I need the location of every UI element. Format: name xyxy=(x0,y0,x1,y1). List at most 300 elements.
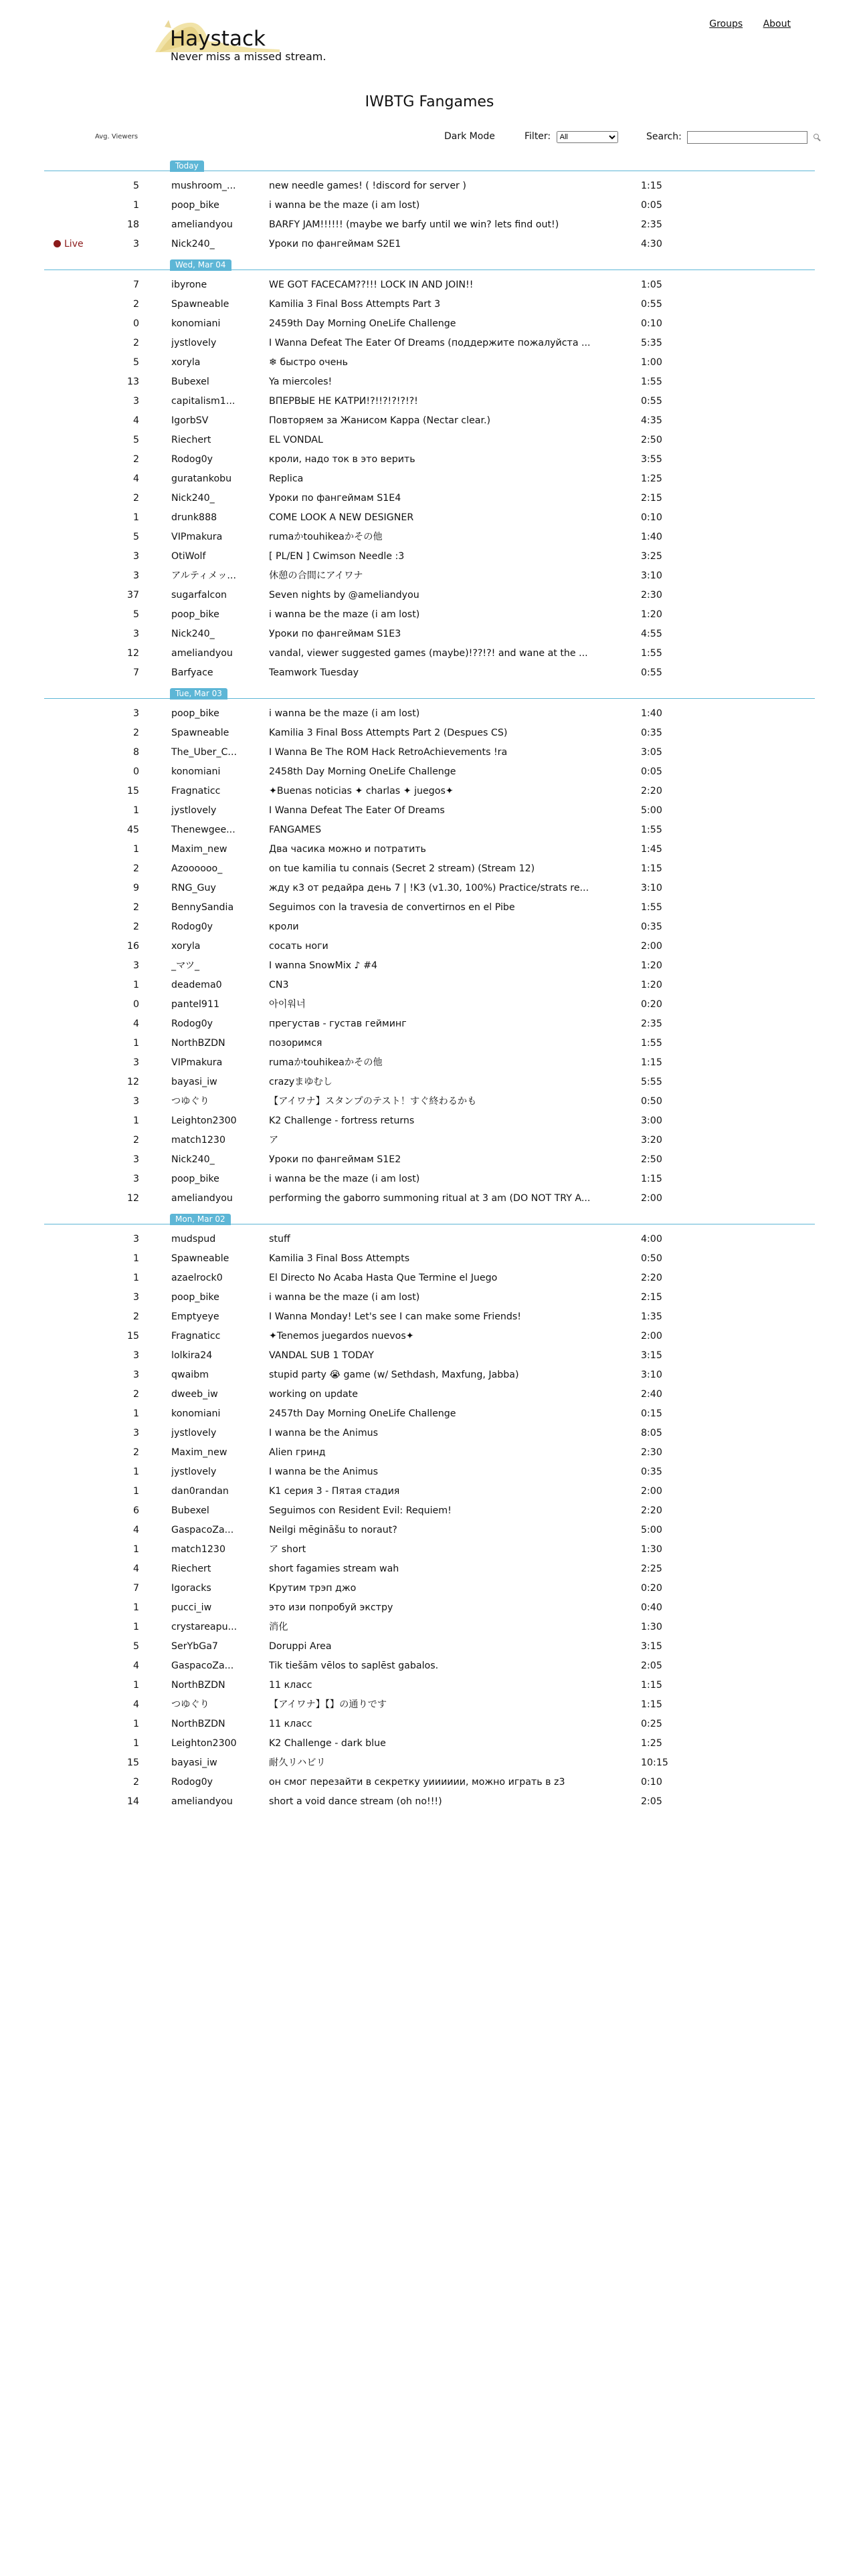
stream-title[interactable]: кроли, надо ток в это верить xyxy=(269,454,415,465)
stream-row[interactable] xyxy=(44,1288,815,1307)
stream-row[interactable] xyxy=(44,724,815,743)
stream-row[interactable] xyxy=(44,995,815,1014)
stream-row[interactable] xyxy=(44,372,815,392)
stream-title[interactable]: EL VONDAL xyxy=(269,435,323,445)
viewer-count: 1 xyxy=(132,512,139,523)
stream-row[interactable] xyxy=(44,1482,815,1501)
stream-row[interactable] xyxy=(44,235,815,254)
channel-name[interactable]: lolkira24 xyxy=(171,1350,213,1361)
channel-name[interactable]: dan0randan xyxy=(171,1486,229,1497)
channel-name[interactable]: Maxim_new xyxy=(171,1447,227,1458)
channel-name[interactable]: Riechert xyxy=(171,1564,211,1574)
channel-name[interactable]: VIPmakura xyxy=(171,1057,223,1068)
channel-name[interactable]: jystlovely xyxy=(171,805,217,816)
stream-row[interactable] xyxy=(44,295,815,314)
stream-title[interactable]: [ PL/EN ] Cwimson Needle :3 xyxy=(269,551,405,562)
channel-name[interactable]: konomiani xyxy=(171,766,221,777)
channel-name[interactable]: Nick240_ xyxy=(171,493,215,504)
site-logo[interactable] xyxy=(153,19,353,66)
stream-row[interactable] xyxy=(44,566,815,586)
channel-name[interactable]: match1230 xyxy=(171,1544,225,1555)
stream-title[interactable]: vandal, viewer suggested games (maybe)!??!?! and wane at the ... xyxy=(269,648,588,659)
viewer-count: 3 xyxy=(132,1234,139,1245)
stream-row[interactable] xyxy=(44,762,815,782)
stream-row[interactable] xyxy=(44,1753,815,1773)
stream-title[interactable]: Kamilia 3 Final Boss Attempts Part 3 xyxy=(269,299,441,310)
stream-duration: 1:15 xyxy=(641,1174,662,1184)
channel-name[interactable]: poop_bike xyxy=(171,708,219,719)
stream-title[interactable]: Kamilia 3 Final Boss Attempts Part 2 (Despues CS) xyxy=(269,728,508,738)
channel-name[interactable]: Bubexel xyxy=(171,1505,209,1516)
stream-row[interactable] xyxy=(44,879,815,898)
search-control xyxy=(646,131,819,144)
stream-title[interactable]: 아이워너 xyxy=(269,999,306,1010)
viewer-count: 3 xyxy=(132,396,139,407)
channel-name[interactable]: _マツ_ xyxy=(171,960,200,971)
channel-name[interactable]: アルティメッ... xyxy=(171,570,236,581)
search-input[interactable] xyxy=(687,131,807,144)
viewer-count: 3 xyxy=(132,629,139,639)
channel-name[interactable]: konomiani xyxy=(171,318,221,329)
channel-name[interactable]: Spawneable xyxy=(171,299,229,310)
avg-viewers-label: Avg. Viewers xyxy=(95,133,138,140)
stream-row[interactable] xyxy=(44,1443,815,1463)
viewer-count: 12 xyxy=(126,1077,139,1087)
stream-row[interactable] xyxy=(44,898,815,918)
stream-title[interactable]: rumaかtouhikeaかその他 xyxy=(269,1057,383,1068)
channel-name[interactable]: Fragnaticc xyxy=(171,1331,221,1341)
stream-row[interactable] xyxy=(44,859,815,879)
stream-row[interactable] xyxy=(44,215,815,235)
stream-title[interactable]: I Wanna Be The ROM Hack RetroAchievements !ra xyxy=(269,747,508,758)
stream-title[interactable]: Doruppi Area xyxy=(269,1641,332,1652)
stream-row[interactable] xyxy=(44,1269,815,1288)
channel-name[interactable]: Azoooooo_ xyxy=(171,863,223,874)
stream-title[interactable]: short a void dance stream (oh no!!!) xyxy=(269,1796,442,1807)
viewer-count: 5 xyxy=(132,357,139,368)
stream-duration: 1:20 xyxy=(641,980,662,990)
channel-name[interactable]: VIPmakura xyxy=(171,532,223,542)
stream-row[interactable] xyxy=(44,1598,815,1618)
search-label: Search: xyxy=(646,131,682,142)
channel-name[interactable]: Leighton2300 xyxy=(171,1115,237,1126)
channel-name[interactable]: Barfyace xyxy=(171,667,213,678)
stream-row[interactable] xyxy=(44,840,815,859)
stream-row[interactable] xyxy=(44,1150,815,1170)
stream-duration: 1:05 xyxy=(641,280,662,290)
channel-name[interactable]: Nick240_ xyxy=(171,239,215,249)
stream-row[interactable] xyxy=(44,663,815,683)
stream-title[interactable]: new needle games! ( !discord for server ) xyxy=(269,181,466,191)
viewer-count: 1 xyxy=(132,1408,139,1419)
viewer-count: 0 xyxy=(132,318,139,329)
viewer-count: 7 xyxy=(132,667,139,678)
stream-row[interactable] xyxy=(44,1230,815,1249)
stream-title[interactable]: 2457th Day Morning OneLife Challenge xyxy=(269,1408,456,1419)
stream-row[interactable] xyxy=(44,937,815,956)
stream-row[interactable] xyxy=(44,1189,815,1208)
stream-row[interactable] xyxy=(44,334,815,353)
channel-name[interactable]: Rodog0y xyxy=(171,454,213,465)
stream-row[interactable] xyxy=(44,450,815,469)
stream-title[interactable]: 【アイワナ】【】の通りです xyxy=(269,1699,387,1710)
nav-groups-link[interactable]: Groups xyxy=(709,19,743,29)
stream-row[interactable] xyxy=(44,547,815,566)
stream-row[interactable] xyxy=(44,1734,815,1753)
stream-row[interactable] xyxy=(44,528,815,547)
dark-mode-toggle[interactable]: Dark Mode xyxy=(444,131,495,142)
stream-title[interactable]: ВПЕРВЫЕ НЕ КАТРИ!?!!?!?!?!?! xyxy=(269,396,418,407)
stream-row[interactable] xyxy=(44,177,815,196)
stream-title[interactable]: i wanna be the maze (i am lost) xyxy=(269,708,420,719)
stream-title[interactable]: i wanna be the maze (i am lost) xyxy=(269,200,420,211)
stream-title[interactable]: позоримся xyxy=(269,1038,322,1049)
stream-title[interactable]: I Wanna Monday! Let's see I can make some Friends! xyxy=(269,1311,521,1322)
stream-row[interactable] xyxy=(44,1715,815,1734)
viewer-count: 1 xyxy=(132,1738,139,1749)
stream-title[interactable]: K2 Challenge - dark blue xyxy=(269,1738,386,1749)
viewer-count: 37 xyxy=(126,590,139,601)
stream-row[interactable] xyxy=(44,1327,815,1346)
channel-name[interactable]: mudspud xyxy=(171,1234,216,1245)
controls-bar xyxy=(0,131,859,147)
stream-title[interactable]: i wanna be the maze (i am lost) xyxy=(269,1174,420,1184)
channel-name[interactable]: poop_bike xyxy=(171,1174,219,1184)
stream-row[interactable] xyxy=(44,1346,815,1366)
channel-name[interactable]: mushroom_... xyxy=(171,181,236,191)
stream-row[interactable] xyxy=(44,1792,815,1812)
channel-name[interactable]: xoryla xyxy=(171,357,201,368)
viewer-count: 1 xyxy=(132,980,139,990)
stream-row[interactable] xyxy=(44,508,815,528)
stream-row[interactable] xyxy=(44,1637,815,1656)
stream-row[interactable] xyxy=(44,1501,815,1521)
channel-name[interactable]: SerYbGa7 xyxy=(171,1641,218,1652)
stream-title[interactable]: сосать ноги xyxy=(269,941,328,952)
stream-row[interactable] xyxy=(44,956,815,976)
stream-title[interactable]: ア short xyxy=(269,1544,306,1555)
channel-name[interactable]: Maxim_new xyxy=(171,844,227,855)
channel-name[interactable]: qwaibm xyxy=(171,1370,209,1380)
channel-name[interactable]: GaspacoZa... xyxy=(171,1660,234,1671)
stream-duration: 2:00 xyxy=(641,1193,662,1204)
channel-name[interactable]: Spawneable xyxy=(171,728,229,738)
channel-name[interactable]: deadema0 xyxy=(171,980,222,990)
stream-title[interactable]: Крутим трэп джо xyxy=(269,1583,357,1594)
stream-row[interactable] xyxy=(44,1385,815,1404)
search-icon[interactable] xyxy=(814,134,819,139)
channel-name[interactable]: sugarfalcon xyxy=(171,590,227,601)
stream-row[interactable] xyxy=(44,1656,815,1676)
stream-row[interactable] xyxy=(44,821,815,840)
stream-row[interactable] xyxy=(44,1618,815,1637)
channel-name[interactable]: Fragnaticc xyxy=(171,786,221,796)
stream-row[interactable] xyxy=(44,704,815,724)
stream-row[interactable] xyxy=(44,918,815,937)
stream-row[interactable] xyxy=(44,1773,815,1792)
stream-title[interactable]: BARFY JAM!!!!!! (maybe we barfy until we win? lets find out!) xyxy=(269,219,559,230)
stream-title[interactable]: K2 Challenge - fortress returns xyxy=(269,1115,415,1126)
stream-title[interactable]: K1 серия 3 - Пятая стадия xyxy=(269,1486,400,1497)
stream-title[interactable]: ア xyxy=(269,1135,279,1146)
channel-name[interactable]: capitalism1... xyxy=(171,396,235,407)
channel-name[interactable]: Nick240_ xyxy=(171,629,215,639)
stream-row[interactable] xyxy=(44,392,815,411)
viewer-count: 1 xyxy=(132,1486,139,1497)
stream-row[interactable] xyxy=(44,1560,815,1579)
channel-name[interactable]: つゆぐり xyxy=(171,1096,209,1107)
stream-title[interactable]: I Wanna Defeat The Eater Of Dreams xyxy=(269,805,445,816)
stream-row[interactable] xyxy=(44,1053,815,1073)
stream-title[interactable]: Ya miercoles! xyxy=(269,377,332,387)
stream-row[interactable] xyxy=(44,644,815,663)
viewer-count: 16 xyxy=(126,941,139,952)
viewer-count: 3 xyxy=(132,960,139,971)
stream-title[interactable]: short fagamies stream wah xyxy=(269,1564,399,1574)
stream-duration: 1:40 xyxy=(641,532,662,542)
channel-name[interactable]: OtiWolf xyxy=(171,551,206,562)
stream-row[interactable] xyxy=(44,1521,815,1540)
channel-name[interactable]: Thenewgee... xyxy=(171,825,235,835)
stream-row[interactable] xyxy=(44,1014,815,1034)
channel-name[interactable]: Rodog0y xyxy=(171,922,213,932)
stream-title[interactable]: El Directo No Acaba Hasta Que Termine el Juego xyxy=(269,1273,498,1283)
channel-name[interactable]: ibyrone xyxy=(171,280,207,290)
channel-name[interactable]: Leighton2300 xyxy=(171,1738,237,1749)
stream-title[interactable]: on tue kamilia tu connais (Secret 2 stream) (Stream 12) xyxy=(269,863,535,874)
stream-title[interactable]: 耐久リハビリ xyxy=(269,1757,326,1768)
stream-title[interactable]: i wanna be the maze (i am lost) xyxy=(269,1292,420,1303)
channel-name[interactable]: RNG_Guy xyxy=(171,883,216,893)
stream-title[interactable]: 【アイワナ】スタンプのテスト！すぐ終わるかも xyxy=(269,1096,477,1107)
stream-row[interactable] xyxy=(44,489,815,508)
stream-title[interactable]: crazyまゆむし xyxy=(269,1077,332,1087)
stream-title[interactable]: I wanna SnowMix ♪ #4 xyxy=(269,960,378,971)
channel-name[interactable]: xoryla xyxy=(171,941,201,952)
stream-title[interactable]: stuff xyxy=(269,1234,290,1245)
stream-title[interactable]: I wanna be the Animus xyxy=(269,1428,379,1438)
day-header xyxy=(44,687,815,699)
viewer-count: 0 xyxy=(132,999,139,1010)
stream-row[interactable] xyxy=(44,1034,815,1053)
stream-title[interactable]: I wanna be the Animus xyxy=(269,1467,379,1477)
channel-name[interactable]: poop_bike xyxy=(171,200,219,211)
channel-name[interactable]: dweeb_iw xyxy=(171,1389,218,1400)
viewer-count: 4 xyxy=(132,1564,139,1574)
stream-title[interactable]: FANGAMES xyxy=(269,825,322,835)
stream-title[interactable]: Уроки по фангеймам S2E1 xyxy=(269,239,401,249)
channel-name[interactable]: konomiani xyxy=(171,1408,221,1419)
channel-name[interactable]: bayasi_iw xyxy=(171,1077,217,1087)
stream-title[interactable]: он смог перезайти в секретку уииииии, можно играть в z3 xyxy=(269,1777,565,1788)
stream-title[interactable]: WE GOT FACECAM??!!! LOCK IN AND JOIN!! xyxy=(269,280,474,290)
stream-title[interactable]: performing the gaborro summoning ritual at 3 am (DO NOT TRY A... xyxy=(269,1193,591,1204)
channel-name[interactable]: NorthBZDN xyxy=(171,1038,225,1049)
channel-name[interactable]: bayasi_iw xyxy=(171,1757,217,1768)
stream-title[interactable]: i wanna be the maze (i am lost) xyxy=(269,609,420,620)
stream-title[interactable]: I Wanna Defeat The Eater Of Dreams (поддержите пожалуйста ... xyxy=(269,338,591,348)
channel-name[interactable]: IgorbSV xyxy=(171,415,209,426)
channel-name[interactable]: pantel911 xyxy=(171,999,220,1010)
channel-name[interactable]: ameliandyou xyxy=(171,1796,233,1807)
channel-name[interactable]: drunk888 xyxy=(171,512,217,523)
stream-row[interactable] xyxy=(44,1092,815,1111)
stream-duration: 1:55 xyxy=(641,648,662,659)
stream-title[interactable]: ✦Tenemos juegardos nuevos✦ xyxy=(269,1331,414,1341)
viewer-count: 2 xyxy=(132,902,139,913)
stream-row[interactable] xyxy=(44,1463,815,1482)
stream-row[interactable] xyxy=(44,1366,815,1385)
stream-title[interactable]: Seguimos con la travesia de convertirnos en el Pibe xyxy=(269,902,515,913)
stream-row[interactable] xyxy=(44,976,815,995)
stream-title[interactable]: COME LOOK A NEW DESIGNER xyxy=(269,512,414,523)
channel-name[interactable]: pucci_iw xyxy=(171,1602,212,1613)
stream-title[interactable]: Уроки по фангеймам S1E4 xyxy=(269,493,401,504)
stream-title[interactable]: 消化 xyxy=(269,1622,288,1632)
viewer-count: 3 xyxy=(132,1350,139,1361)
stream-title[interactable]: жду к3 от редайра день 7 | !K3 (v1.30, 100%) Practice/strats re... xyxy=(269,883,589,893)
viewer-count: 6 xyxy=(132,1505,139,1516)
channel-name[interactable]: Bubexel xyxy=(171,377,209,387)
stream-row[interactable] xyxy=(44,801,815,821)
stream-duration: 5:35 xyxy=(641,338,662,348)
stream-title[interactable]: rumaかtouhikeaかその他 xyxy=(269,532,383,542)
channel-name[interactable]: The_Uber_C... xyxy=(171,747,237,758)
stream-duration: 0:25 xyxy=(641,1719,662,1729)
stream-row[interactable] xyxy=(44,196,815,215)
stream-title[interactable]: Уроки по фангеймам S1E3 xyxy=(269,629,401,639)
stream-row[interactable] xyxy=(44,782,815,801)
stream-row[interactable] xyxy=(44,276,815,295)
stream-row[interactable] xyxy=(44,1170,815,1189)
stream-title[interactable]: кроли xyxy=(269,922,299,932)
stream-row[interactable] xyxy=(44,1676,815,1695)
stream-title[interactable]: VANDAL SUB 1 TODAY xyxy=(269,1350,374,1361)
channel-name[interactable]: ameliandyou xyxy=(171,648,233,659)
stream-row[interactable] xyxy=(44,1579,815,1598)
channel-name[interactable]: crystareapu... xyxy=(171,1622,237,1632)
channel-name[interactable]: GaspacoZa... xyxy=(171,1525,234,1535)
stream-row[interactable] xyxy=(44,1111,815,1131)
stream-title[interactable]: 11 класс xyxy=(269,1680,312,1691)
stream-duration: 0:55 xyxy=(641,299,662,310)
stream-row[interactable] xyxy=(44,586,815,605)
channel-name[interactable]: ameliandyou xyxy=(171,219,233,230)
stream-title[interactable]: CN3 xyxy=(269,980,289,990)
stream-row[interactable] xyxy=(44,1540,815,1560)
stream-title[interactable]: 2459th Day Morning OneLife Challenge xyxy=(269,318,456,329)
viewer-count: 1 xyxy=(132,1253,139,1264)
channel-name[interactable]: Spawneable xyxy=(171,1253,229,1264)
stream-duration: 0:50 xyxy=(641,1253,662,1264)
stream-title[interactable]: Replica xyxy=(269,473,304,484)
channel-name[interactable]: poop_bike xyxy=(171,1292,219,1303)
stream-row[interactable] xyxy=(44,314,815,334)
stream-row[interactable] xyxy=(44,625,815,644)
stream-duration: 3:10 xyxy=(641,883,662,893)
stream-title[interactable]: 2458th Day Morning OneLife Challenge xyxy=(269,766,456,777)
channel-name[interactable]: match1230 xyxy=(171,1135,225,1146)
stream-row[interactable] xyxy=(44,469,815,489)
channel-name[interactable]: Igoracks xyxy=(171,1583,211,1594)
stream-title[interactable]: ❄ быстро очень xyxy=(269,357,349,368)
stream-title[interactable]: Neilgi mēgināšu to noraut? xyxy=(269,1525,397,1535)
channel-name[interactable]: つゆぐり xyxy=(171,1699,209,1710)
stream-title[interactable]: Seguimos con Resident Evil: Requiem! xyxy=(269,1505,452,1516)
stream-row[interactable] xyxy=(44,1073,815,1092)
stream-row[interactable] xyxy=(44,353,815,372)
live-dot-icon xyxy=(54,240,61,247)
stream-title[interactable]: Teamwork Tuesday xyxy=(269,667,359,678)
channel-name[interactable]: jystlovely xyxy=(171,338,217,348)
stream-title[interactable]: ✦Buenas noticias ✦ charlas ✦ juegos✦ xyxy=(269,786,454,796)
stream-title[interactable]: Повторяем за Жанисом Kappa (Nectar clear.) xyxy=(269,415,491,426)
stream-title[interactable]: Alien гринд xyxy=(269,1447,326,1458)
viewer-count: 15 xyxy=(126,1331,139,1341)
stream-row[interactable] xyxy=(44,1404,815,1424)
stream-title[interactable]: Kamilia 3 Final Boss Attempts xyxy=(269,1253,410,1264)
stream-duration: 3:10 xyxy=(641,1370,662,1380)
filter-select[interactable] xyxy=(557,131,618,143)
stream-row[interactable] xyxy=(44,605,815,625)
channel-name[interactable]: Rodog0y xyxy=(171,1018,213,1029)
stream-row[interactable] xyxy=(44,1131,815,1150)
stream-row[interactable] xyxy=(44,431,815,450)
stream-duration: 10:15 xyxy=(641,1757,668,1768)
stream-row[interactable] xyxy=(44,1424,815,1443)
stream-title[interactable]: 11 класс xyxy=(269,1719,312,1729)
viewer-count: 2 xyxy=(132,922,139,932)
channel-name[interactable]: Riechert xyxy=(171,435,211,445)
viewer-count: 1 xyxy=(132,1602,139,1613)
stream-title[interactable]: 休憩の合間にアイワナ xyxy=(269,570,363,581)
stream-row[interactable] xyxy=(44,743,815,762)
channel-name[interactable]: ameliandyou xyxy=(171,1193,233,1204)
stream-title[interactable]: stupid party 😭 game (w/ Sethdash, Maxfung, Jabba) xyxy=(269,1370,519,1380)
stream-duration: 0:40 xyxy=(641,1602,662,1613)
channel-name[interactable]: NorthBZDN xyxy=(171,1719,225,1729)
channel-name[interactable]: azaelrock0 xyxy=(171,1273,223,1283)
channel-name[interactable]: poop_bike xyxy=(171,609,219,620)
viewer-count: 5 xyxy=(132,532,139,542)
stream-row[interactable] xyxy=(44,1695,815,1715)
stream-title[interactable]: Уроки по фангеймам S1E2 xyxy=(269,1154,401,1165)
channel-name[interactable]: Emptyeye xyxy=(171,1311,219,1322)
stream-row[interactable] xyxy=(44,1249,815,1269)
stream-title[interactable]: working on update xyxy=(269,1389,358,1400)
channel-name[interactable]: guratankobu xyxy=(171,473,232,484)
viewer-count: 1 xyxy=(132,1544,139,1555)
stream-title[interactable]: Seven nights by @ameliandyou xyxy=(269,590,419,601)
stream-title[interactable]: это изи попробуй экстру xyxy=(269,1602,393,1613)
channel-name[interactable]: NorthBZDN xyxy=(171,1680,225,1691)
stream-title[interactable]: прегустав - густав гейминг xyxy=(269,1018,407,1029)
stream-duration: 2:05 xyxy=(641,1796,662,1807)
stream-duration: 3:55 xyxy=(641,454,662,465)
channel-name[interactable]: BennySandia xyxy=(171,902,234,913)
stream-row[interactable] xyxy=(44,1307,815,1327)
stream-title[interactable]: Два часика можно и потратить xyxy=(269,844,426,855)
channel-name[interactable]: Nick240_ xyxy=(171,1154,215,1165)
viewer-count: 2 xyxy=(132,299,139,310)
filter-label: Filter: xyxy=(524,131,551,142)
nav-about-link[interactable]: About xyxy=(763,19,791,29)
channel-name[interactable]: jystlovely xyxy=(171,1467,217,1477)
channel-name[interactable]: Rodog0y xyxy=(171,1777,213,1788)
stream-row[interactable] xyxy=(44,411,815,431)
channel-name[interactable]: jystlovely xyxy=(171,1428,217,1438)
stream-title[interactable]: Tik tiešām vēlos to saplēst gabalos. xyxy=(269,1660,439,1671)
